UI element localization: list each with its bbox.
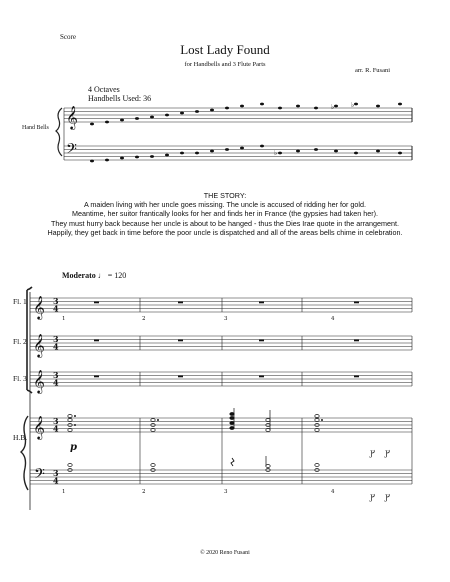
bells-used-label: Handbells Used: 36	[88, 94, 152, 103]
handbell-cue-notes	[369, 450, 388, 502]
arranger-credit: arr. R. Fusani	[355, 67, 391, 74]
tempo-word: Moderato	[62, 271, 96, 280]
svg-text:♭: ♭	[331, 103, 335, 111]
svg-text:3: 3	[53, 334, 59, 344]
treble-clef-icon: 𝄞	[33, 295, 45, 319]
time-signatures	[53, 296, 59, 486]
story-heading: THE STORY:	[203, 191, 247, 200]
measure-number: 1	[62, 489, 66, 495]
svg-text:3: 3	[53, 468, 59, 478]
measure-number: 4	[331, 316, 335, 322]
instrument-label-flute-1: Fl. 1	[13, 297, 27, 306]
instrument-label-handbells: H.B.	[13, 433, 28, 442]
handbell-brace	[21, 416, 28, 490]
copyright-footer: © 2020 Reno Fusani	[200, 550, 250, 556]
svg-text:3: 3	[53, 296, 59, 306]
svg-text:J: J	[385, 450, 388, 458]
story-line: They must hurry back because her uncle is about to be hanged - thus the Dies Irae quote in the arrangement.	[50, 218, 399, 228]
handbell-treble-staff	[30, 418, 412, 432]
handbell-bass-staff	[30, 470, 412, 484]
range-treble-staff	[64, 108, 412, 122]
octaves-label: 4 Octaves	[88, 85, 120, 94]
svg-text:♭: ♭	[274, 149, 278, 157]
instrument-label-flute-2: Fl. 2	[13, 337, 27, 346]
treble-clef-icon: 𝄞	[66, 105, 78, 129]
treble-clef-icon: 𝄞	[33, 333, 45, 357]
range-bass-staff	[64, 146, 412, 160]
piece-title: Lost Lady Found	[180, 42, 270, 57]
measure-number: 3	[224, 489, 228, 495]
measure-number: 1	[62, 316, 66, 322]
dynamic-mark: p	[70, 442, 77, 453]
svg-text:J: J	[370, 494, 373, 502]
story-line: Meantime, her suitor frantically looks for her and finds her in France (the gypsies had taken her).	[71, 209, 379, 219]
measure-number: 3	[224, 316, 228, 322]
score-label: Score	[60, 33, 76, 41]
score-system	[21, 287, 412, 510]
svg-text:3: 3	[53, 416, 59, 426]
quarter-note-icon: ♩	[97, 271, 106, 280]
svg-text:4: 4	[53, 423, 59, 434]
treble-clef-icon: 𝄞	[33, 369, 45, 393]
flute-2-staff	[30, 336, 412, 350]
story-line: Happily, they get back in time before the poor uncle is dispatched and all of the areas bells chime in celebration.	[47, 227, 403, 237]
svg-text:J: J	[385, 494, 388, 502]
measure-number: 2	[142, 489, 146, 495]
svg-text:3: 3	[53, 370, 59, 380]
piece-subtitle: for Handbells and 3 Flute Parts	[184, 61, 266, 68]
story-line: A maiden living with her uncle goes missing. The uncle is accused of ridding her for gold.	[84, 200, 366, 210]
measure-number: 2	[142, 316, 146, 322]
svg-text:4: 4	[53, 475, 59, 486]
flute-bracket	[27, 287, 32, 393]
svg-text:4: 4	[53, 303, 59, 314]
svg-text:J: J	[370, 450, 373, 458]
flute-1-staff	[30, 298, 412, 312]
flute-3-staff	[30, 372, 412, 386]
instrument-label-flute-3: Fl. 3	[13, 374, 27, 383]
range-example-system	[56, 108, 412, 160]
bass-clef-icon: 𝄢	[66, 141, 77, 161]
svg-text:4: 4	[53, 377, 59, 388]
tempo-value: = 120	[107, 271, 127, 280]
score-clef-icons	[33, 295, 45, 486]
bass-clef-icon: 𝄢	[34, 466, 45, 486]
range-brace	[56, 108, 62, 156]
svg-text:4: 4	[53, 341, 59, 352]
treble-clef-icon: 𝄞	[33, 415, 45, 439]
measure-number: 4	[331, 489, 335, 495]
hand-bells-label: Hand Bells	[22, 125, 49, 131]
flat-sign-icons	[274, 101, 354, 157]
handbell-treble-chords	[68, 408, 323, 432]
svg-text:♭: ♭	[351, 101, 355, 109]
